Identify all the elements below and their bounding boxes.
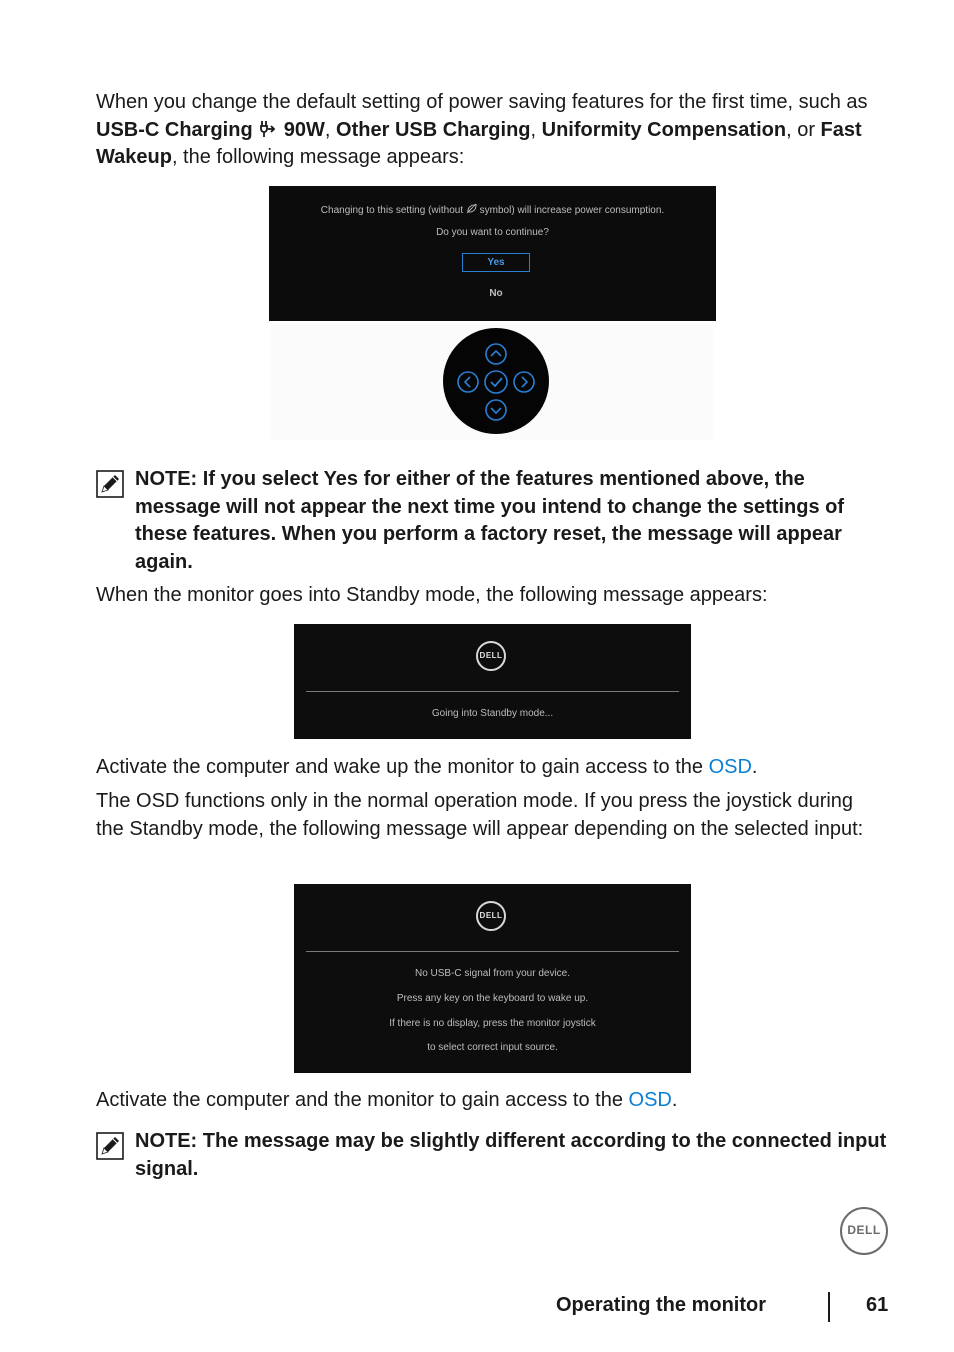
osd-link[interactable]: OSD bbox=[628, 1089, 672, 1111]
footer-dell-logo: DELL bbox=[840, 1207, 888, 1255]
osd-question: Do you want to continue? bbox=[436, 227, 549, 238]
period: . bbox=[671, 1089, 678, 1111]
activate-text: Activate the computer and the monitor to gain access to the bbox=[96, 1089, 629, 1111]
note-text: NOTE: If you select Yes for either of the features mentioned above, the message will not appear the next time you intend to change the settings of these features. When you perform a factory reset, the message will appear again. bbox=[135, 468, 845, 573]
footer-section-title: Operating the monitor bbox=[556, 1294, 766, 1316]
joystick-illustration bbox=[271, 325, 713, 440]
no-display-line: If there is no display, press the monitor joystick bbox=[389, 1018, 596, 1029]
osd-divider bbox=[306, 951, 679, 952]
osd-warning-line bbox=[269, 203, 716, 216]
note-text: NOTE: The message may be slightly different according to the connected input signal. bbox=[135, 1130, 887, 1180]
activate-text: Activate the computer and wake up the monitor to gain access to the bbox=[96, 756, 709, 778]
osd-standby-message bbox=[294, 624, 691, 739]
osd-yes-button[interactable]: Yes bbox=[462, 253, 530, 272]
osd-link[interactable]: OSD bbox=[708, 756, 752, 778]
wattage-label: 90W bbox=[278, 118, 325, 141]
intro-text-end: , the following message appears: bbox=[171, 146, 465, 168]
dell-logo: DELL bbox=[476, 641, 506, 671]
separator: , bbox=[530, 118, 542, 141]
standby-message-text: Going into Standby mode... bbox=[431, 708, 554, 719]
activate-paragraph-2 bbox=[96, 1087, 876, 1115]
osd-power-confirm-dialog bbox=[269, 186, 716, 321]
joystick-panel bbox=[271, 325, 713, 440]
dell-logo: DELL bbox=[476, 901, 506, 931]
leaf-icon bbox=[466, 203, 477, 214]
osd-warning-text-end: symbol) will increase power consumption. bbox=[476, 205, 665, 216]
note-pencil-icon bbox=[96, 470, 124, 498]
note-box bbox=[96, 466, 896, 576]
period: . bbox=[751, 756, 758, 778]
separator: , bbox=[324, 118, 337, 141]
uniformity-compensation-label: Uniformity Compensation bbox=[541, 118, 787, 141]
osd-no-signal-message bbox=[294, 884, 691, 1073]
other-usb-charging-label: Other USB Charging bbox=[336, 118, 531, 141]
intro-text: When you change the default setting of power saving features for the first time, such as bbox=[96, 91, 868, 113]
page-number: 61 bbox=[866, 1294, 889, 1316]
intro-paragraph bbox=[96, 89, 876, 172]
separator: , or bbox=[786, 118, 821, 141]
osd-no-button[interactable]: No bbox=[489, 288, 503, 299]
activate-paragraph-1 bbox=[96, 754, 876, 782]
note-box bbox=[96, 1128, 896, 1188]
note-pencil-icon bbox=[96, 1132, 124, 1160]
power-delivery-icon bbox=[258, 119, 278, 139]
osd-explanation-paragraph: The OSD functions only in the normal operation mode. If you press the joystick during the Standby mode, the following message will appear depending on the selected input: bbox=[96, 790, 864, 840]
select-input-line: to select correct input source. bbox=[427, 1042, 558, 1053]
standby-paragraph: When the monitor goes into Standby mode, the following message appears: bbox=[96, 584, 768, 606]
no-signal-line: No USB-C signal from your device. bbox=[414, 968, 571, 979]
fast-wakeup-label: Fast Wakeup bbox=[96, 118, 862, 168]
footer-divider bbox=[828, 1292, 830, 1322]
osd-warning-text: Changing to this setting (without bbox=[320, 205, 466, 216]
wake-instruction-line: Press any key on the keyboard to wake up. bbox=[396, 993, 589, 1004]
osd-divider bbox=[306, 691, 679, 692]
usb-c-charging-label: USB-C Charging bbox=[96, 118, 253, 141]
